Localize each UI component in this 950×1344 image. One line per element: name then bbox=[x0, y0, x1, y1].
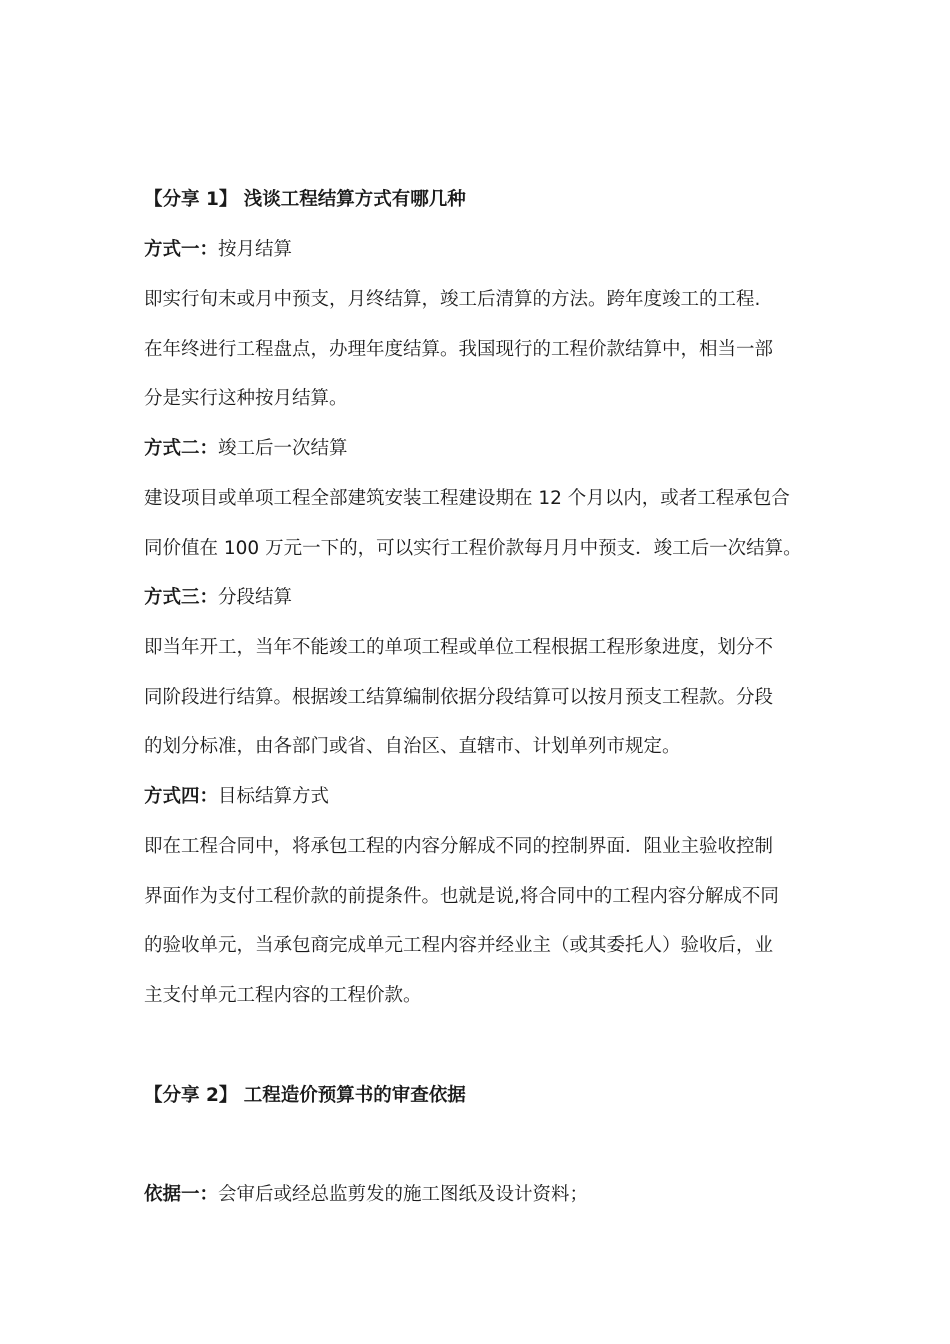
method4-line2: 界面作为支付工程价款的前提条件。也就是说,将合同中的工程内容分解成不同 bbox=[144, 886, 779, 907]
method3-line2: 同阶段进行结算。根据竣工结算编制依据分段结算可以按月预支工程款。分段 bbox=[144, 687, 774, 708]
basis1-label: 依据一： bbox=[144, 1184, 219, 1205]
section2-title: 【分享 2】 工程造价预算书的审查依据 bbox=[144, 1085, 466, 1106]
method4-name: 目标结算方式 bbox=[218, 786, 330, 807]
method4-line4: 主支付单元工程内容的工程价款。 bbox=[144, 985, 422, 1006]
method1-name: 按月结算 bbox=[218, 239, 293, 260]
section1-title: 【分享 1】 浅谈工程结算方式有哪几种 bbox=[144, 189, 466, 210]
method3-line3: 的划分标准，由各部门或省、自治区、直辖市、计划单列市规定。 bbox=[144, 736, 681, 757]
basis1 bbox=[144, 1182, 588, 1208]
method4-label: 方式四： bbox=[144, 786, 219, 807]
method1-line3: 分是实行这种按月结算。 bbox=[144, 388, 348, 409]
method4-heading bbox=[144, 784, 329, 810]
method3-line1: 即当年开工，当年不能竣工的单项工程或单位工程根据工程形象进度，划分不 bbox=[144, 637, 774, 658]
method3-label: 方式三： bbox=[144, 587, 219, 608]
basis1-text: 会审后或经总监剪发的施工图纸及设计资料； bbox=[218, 1184, 589, 1205]
method3-heading bbox=[144, 585, 292, 611]
method4-line3: 的验收单元，当承包商完成单元工程内容并经业主（或其委托人）验收后，业 bbox=[144, 935, 774, 956]
method2-line1: 建设项目或单项工程全部建筑安装工程建设期在 12 个月以内，或者工程承包合 bbox=[144, 488, 790, 509]
method4-line1: 即在工程合同中，将承包工程的内容分解成不同的控制界面．阻业主验收控制 bbox=[144, 836, 774, 857]
method1-label: 方式一： bbox=[144, 239, 219, 260]
method2-line2: 同价值在 100 万元一下的，可以实行工程价款每月月中预支．竣工后一次结算。 bbox=[144, 538, 802, 559]
method1-line1: 即实行旬末或月中预支，月终结算，竣工后清算的方法。跨年度竣工的工程. bbox=[144, 289, 761, 310]
method1-line2: 在年终进行工程盘点，办理年度结算。我国现行的工程价款结算中，相当一部 bbox=[144, 339, 774, 360]
method1-heading bbox=[144, 237, 292, 263]
method3-name: 分段结算 bbox=[218, 587, 293, 608]
method2-heading bbox=[144, 436, 348, 462]
method2-label: 方式二： bbox=[144, 438, 219, 459]
method2-name: 竣工后一次结算 bbox=[218, 438, 348, 459]
